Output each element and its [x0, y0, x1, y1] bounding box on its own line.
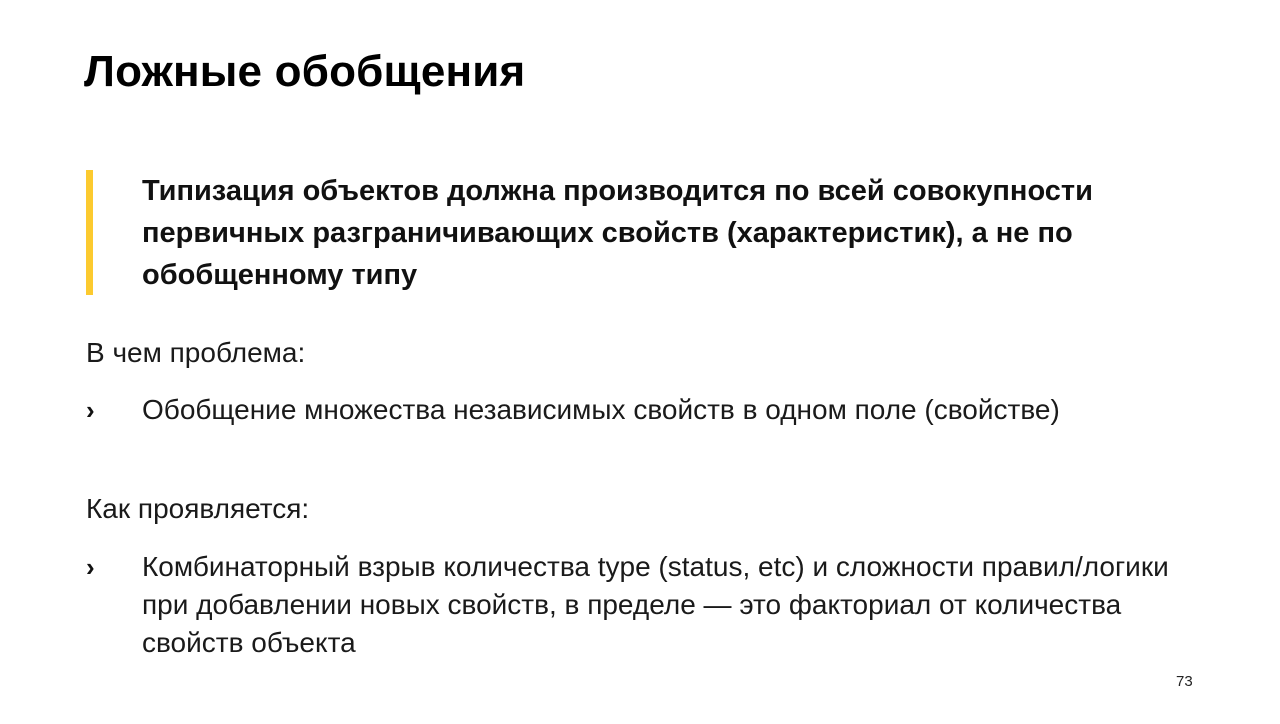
section-heading-problem: В чем проблема:: [86, 337, 306, 368]
chevron-right-icon: ›: [86, 552, 95, 582]
slide-title: Ложные обобщения: [84, 47, 526, 96]
quote-text: Типизация объектов должна производится по всей совокупности первичных разграничивающих свойств (характеристик), а не по обобщенному типу: [142, 175, 1093, 291]
bullet-text: Комбинаторный взрыв количества type (status, etc) и сложности правил/логики при добавлении новых свойств, в пределе — это факториал от количества свойств объекта: [142, 551, 1169, 658]
bullet-text: Обобщение множества независимых свойств в одном поле (свойстве): [142, 394, 1060, 425]
quote-accent-bar: [86, 170, 93, 295]
page-number: 73: [1176, 673, 1193, 690]
section-heading-manifestation: Как проявляется:: [86, 493, 310, 524]
chevron-right-icon: ›: [86, 395, 95, 425]
